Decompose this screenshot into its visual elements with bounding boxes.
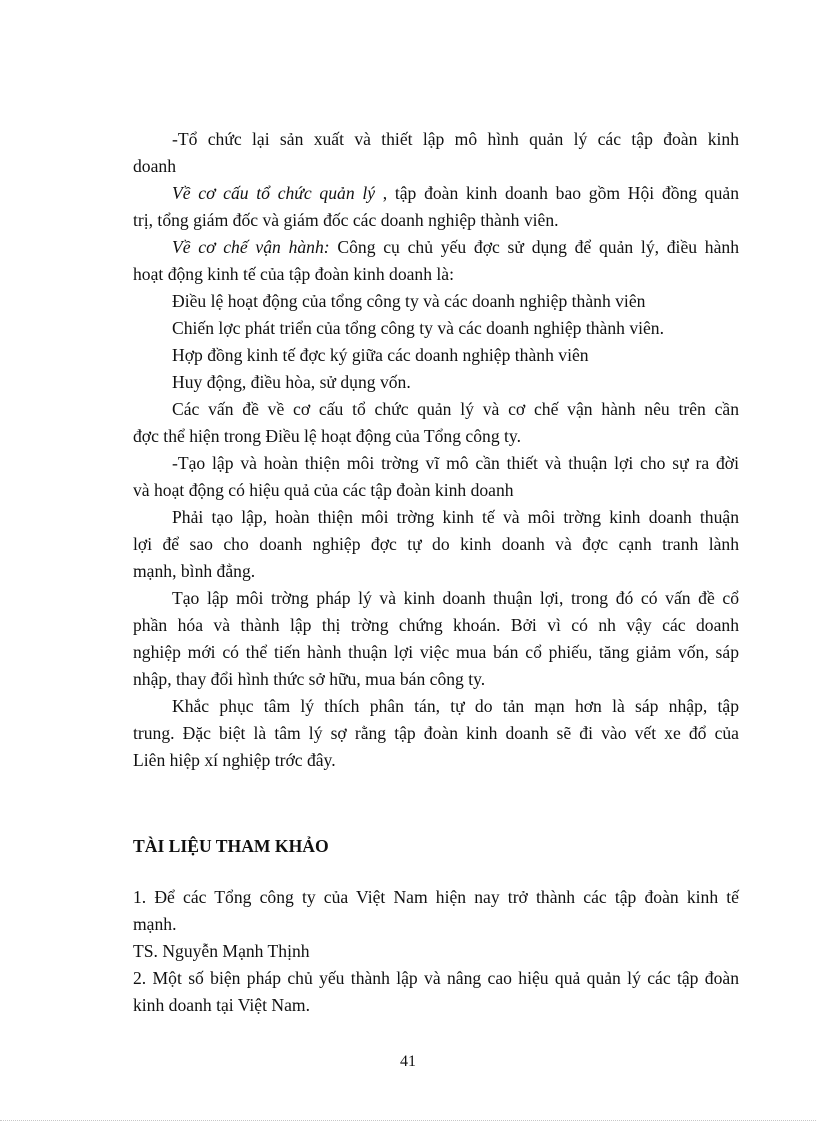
references-heading: TÀI LIỆU THAM KHẢO <box>133 836 329 856</box>
paragraph-line: lợi để sao cho doanh nghiệp đợc tự do kinh doanh và đợc cạnh tranh lành <box>133 534 739 554</box>
paragraph-line: -Tạo lập và hoàn thiện môi trờng vĩ mô cần thiết và thuận lợi cho sự ra đời <box>172 453 739 473</box>
paragraph-line <box>172 234 739 261</box>
paragraph-line: doanh <box>133 156 176 176</box>
paragraph-line: nhập, thay đổi hình thức sở hữu, mua bán công ty. <box>133 669 486 689</box>
paragraph-text: , tập đoàn kinh doanh bao gồm Hội đồng quản <box>375 183 739 203</box>
reference-line: mạnh. <box>133 914 177 934</box>
paragraph-line: đợc thể hiện trong Điều lệ hoạt động của Tổng công ty. <box>133 426 521 446</box>
paragraph-line <box>172 180 739 207</box>
paragraph-line: hoạt động kinh tế của tập đoàn kinh doanh là: <box>133 264 455 284</box>
reference-line: 1. Để các Tổng công ty của Việt Nam hiện nay trở thành các tập đoàn kinh tế <box>133 887 739 907</box>
paragraph-line: Khắc phục tâm lý thích phân tán, tự do tản mạn hơn là sáp nhập, tập <box>172 696 739 716</box>
italic-term: Về cơ chế vận hành: <box>172 237 330 257</box>
reference-line: kinh doanh tại Việt Nam. <box>133 995 310 1015</box>
paragraph-line: Các vấn đề về cơ cấu tổ chức quản lý và cơ chế vận hành nêu trên cần <box>172 399 739 419</box>
paragraph-line: Liên hiệp xí nghiệp trớc đây. <box>133 750 336 770</box>
list-line: Điều lệ hoạt động của tổng công ty và các doanh nghiệp thành viên <box>172 291 646 311</box>
paragraph-line: mạnh, bình đẳng. <box>133 561 256 581</box>
paragraph-line: Tạo lập môi trờng pháp lý và kinh doanh thuận lợi, trong đó có vấn đề cổ <box>172 588 739 608</box>
paragraph-line: Phải tạo lập, hoàn thiện môi trờng kinh tế và môi trờng kinh doanh thuận <box>172 507 739 527</box>
page-bottom-divider <box>0 1120 816 1121</box>
paragraph-text: Công cụ chủ yếu đợc sử dụng để quản lý, điều hành <box>329 237 739 257</box>
list-line: Chiến lợc phát triển của tổng công ty và các doanh nghiệp thành viên. <box>172 318 665 338</box>
paragraph-line: trung. Đặc biệt là tâm lý sợ rằng tập đoàn kinh doanh sẽ đi vào vết xe đổ của <box>133 723 739 743</box>
paragraph-line: và hoạt động có hiệu quả của các tập đoàn kinh doanh <box>133 480 514 500</box>
italic-term: Về cơ cấu tổ chức quản lý <box>172 183 376 203</box>
paragraph-line: trị, tổng giám đốc và giám đốc các doanh nghiệp thành viên. <box>133 210 559 230</box>
reference-line: 2. Một số biện pháp chủ yếu thành lập và nâng cao hiệu quả quản lý các tập đoàn <box>133 968 739 988</box>
list-line: Hợp đồng kinh tế đợc ký giữa các doanh nghiệp thành viên <box>172 345 589 365</box>
list-line: Huy động, điều hòa, sử dụng vốn. <box>172 372 411 392</box>
paragraph-line: -Tổ chức lại sản xuất và thiết lập mô hình quản lý các tập đoàn kinh <box>172 129 739 149</box>
reference-author: TS. Nguyễn Mạnh Thịnh <box>133 941 310 961</box>
paragraph-line: phần hóa và thành lập thị trờng chứng khoán. Bởi vì có nh vậy các doanh <box>133 615 739 635</box>
page-number: 41 <box>400 1053 416 1070</box>
paragraph-line: nghiệp mới có thể tiến hành thuận lợi việc mua bán cổ phiếu, tăng giảm vốn, sáp <box>133 642 739 662</box>
